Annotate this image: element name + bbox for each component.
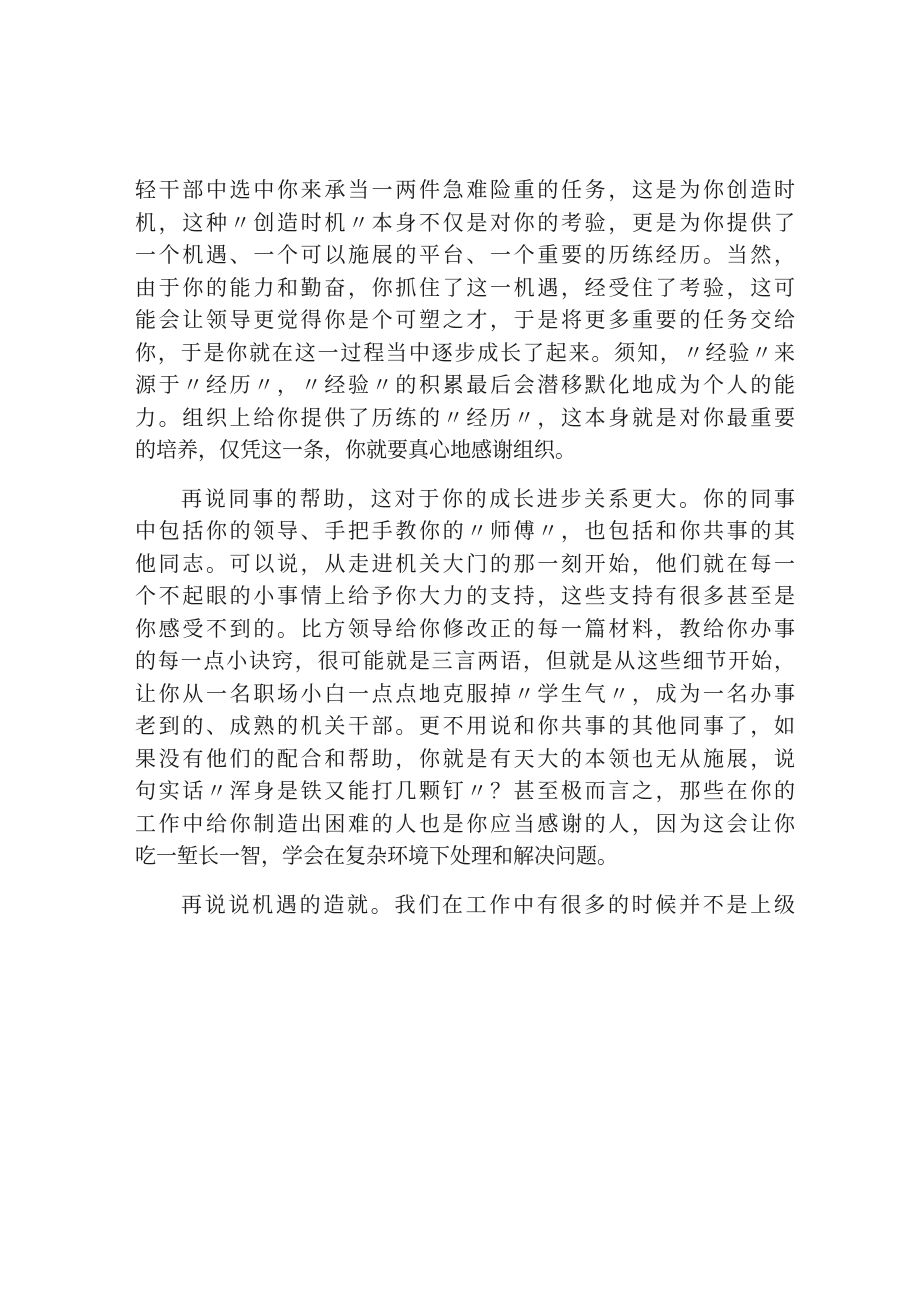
paragraph (135, 889, 795, 922)
text-line: 的每一点小诀窍，很可能就是三言两语，但就是从这些细节开始， (135, 649, 795, 673)
paragraph (135, 174, 795, 467)
text-line: 由于你的能力和勤奋，你抓住了这一机遇，经受住了考验，这可 (135, 275, 795, 300)
text-line: 你感受不到的。比方领导给你修改正的每一篇材料，教给你办事 (135, 616, 795, 641)
text-line: 你，于是你就在这一过程当中逐步成长了起来。须知，〃经验〃来 (135, 340, 795, 365)
text-line: 的培养，仅凭这一条，你就要真心地感谢组织。 (135, 438, 576, 462)
text-line: 他同志。可以说，从走进机关大门的那一刻开始，他们就在每一 (135, 551, 795, 576)
text-line: 吃一堑长一智，学会在复杂环境下处理和解决问题。 (135, 844, 618, 868)
paragraph-gap (135, 873, 795, 889)
paragraph-gap (135, 467, 795, 483)
text-line: 源于〃经历〃，〃经验〃的积累最后会潜移默化地成为个人的能 (135, 373, 795, 397)
text-line: 机，这种〃创造时机〃本身不仅是对你的考验，更是为你提供了 (135, 210, 795, 235)
text-line: 个不起眼的小事情上给予你大力的支持，这些支持有很多甚至是 (135, 584, 795, 608)
text-line: 一个机遇、一个可以施展的平台、一个重要的历练经历。当然， (135, 243, 795, 267)
text-line: 老到的、成熟的机关干部。更不用说和你共事的其他同事了，如 (135, 714, 795, 738)
text-line: 轻干部中选中你来承当一两件急难险重的任务，这是为你创造时 (135, 178, 795, 202)
text-line: 再说同事的帮助，这对于你的成长进步关系更大。你的同事 (181, 486, 795, 511)
body-text (135, 174, 795, 921)
paragraph (135, 483, 795, 873)
text-line: 能会让领导更觉得你是个可塑之才，于是将更多重要的任务交给 (135, 308, 795, 332)
text-line: 工作中给你制造出困难的人也是你应当感谢的人，因为这会让你 (135, 811, 795, 836)
text-line: 力。组织上给你提供了历练的〃经历〃，这本身就是对你最重要 (135, 405, 795, 430)
text-line: 让你从一名职场小白一点点地克服掉〃学生气〃，成为一名办事 (135, 681, 795, 706)
text-line: 中包括你的领导、手把手教你的〃师傅〃，也包括和你共事的其 (135, 519, 795, 543)
text-line: 果没有他们的配合和帮助，你就是有天大的本领也无从施展，说 (135, 746, 795, 771)
text-line: 再说说机遇的造就。我们在工作中有很多的时候并不是上级 (181, 892, 795, 917)
text-line: 句实话〃浑身是铁又能打几颗钉〃？甚至极而言之，那些在你的 (135, 779, 795, 803)
